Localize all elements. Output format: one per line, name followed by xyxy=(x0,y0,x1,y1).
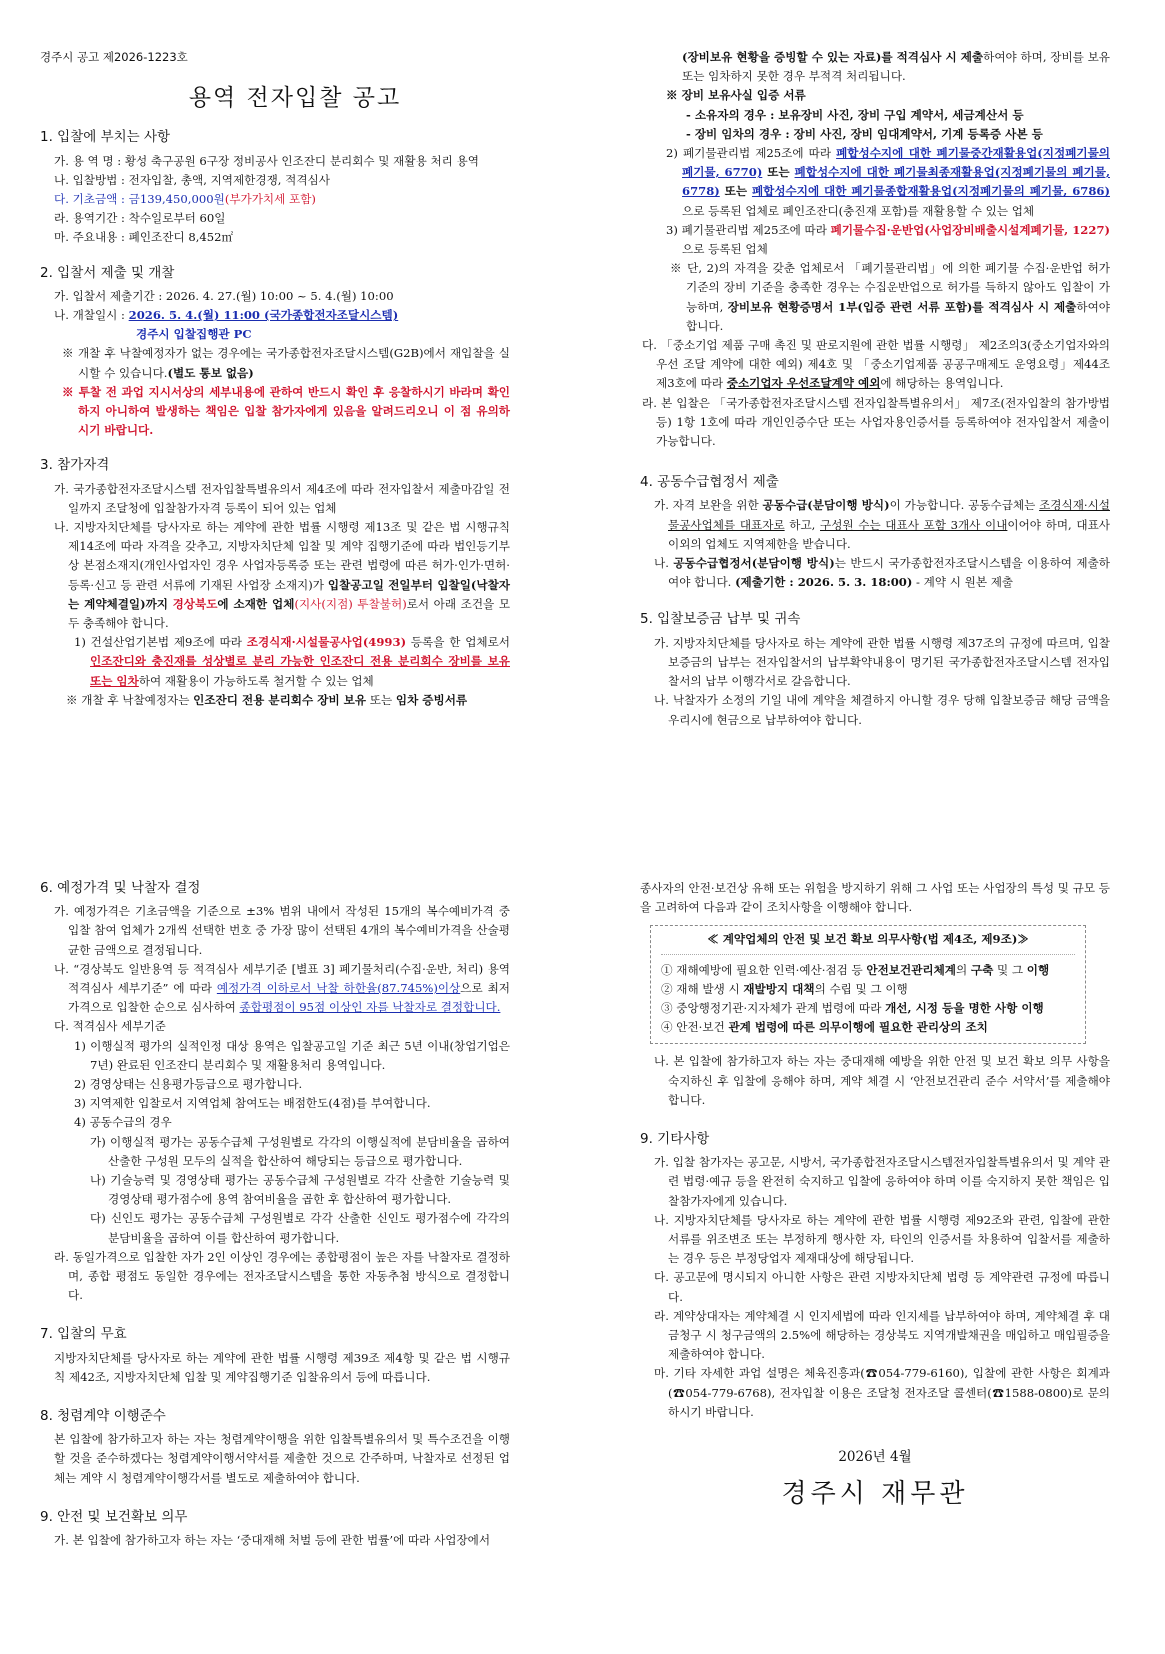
safety-item-3 xyxy=(661,999,1075,1018)
s3-equipment-note-cont xyxy=(682,48,1110,86)
s3-exception-note xyxy=(670,259,1110,336)
s3-na-province: 경상북도 xyxy=(172,596,218,611)
s4-joint-contract xyxy=(654,496,1110,554)
section-5-heading: 5. 입찰보증금 납부 및 귀속 xyxy=(640,611,801,628)
s3-item1-c: 등록을 한 업체로서 xyxy=(406,635,510,650)
s3-item1-a: 1) 건설산업기본법 제9조에 따라 xyxy=(74,635,247,650)
notice-date: 2026년 4월 xyxy=(838,1449,912,1466)
s9b-ma: 마. 기타 자세한 과업 설명은 체육진흥과(☎054-779-6160), 입찰에 관한 사항은 회계과(☎054-779-6768), 전자입찰 이용은 조달청 전자조달 콜센터(☎1588-0800)로 문의하시기 바랍니다. xyxy=(654,1366,1110,1419)
s1-vat-note: (부가가치세 포함) xyxy=(224,192,316,207)
s3-item2-e: 또는 xyxy=(719,184,752,199)
s6-d4a: 가) 이행실적 평가는 공동수급체 구성원별로 각각의 이행실적에 분담비율을 곱하여 산출한 구성원 모두의 실적을 합산하여 해당되는 등급으로 평가합니다. xyxy=(90,1134,510,1168)
safety-item1-b: 안전보건관리체계 xyxy=(866,962,956,977)
s1-main-content: 마. 주요내용 : 폐인조잔디 8,452㎡ xyxy=(54,230,234,245)
s6-award-criteria xyxy=(54,960,510,1018)
s3-na-branch: (지사(지점) 투찰불허) xyxy=(294,596,407,611)
s2-rebid-text: ※ 개찰 후 낙찰예정자가 없는 경우에는 국가종합전자조달시스템(G2B)에서 재입찰을 실시할 수 있습니다. xyxy=(62,346,510,380)
safety-item-4 xyxy=(661,1018,1075,1037)
s3-note-d: 임차 증빙서류 xyxy=(395,692,468,707)
s3-item1-e: 하여 재활용이 가능하도록 철거할 수 있는 업체 xyxy=(138,673,374,688)
s5-deposit-forfeit: 나. 낙찰자가 소정의 기일 내에 계약을 체결하지 아니할 경우 당해 입찰보증금 해당 금액을 우리시에 현금으로 납부하여야 합니다. xyxy=(654,693,1110,727)
s3-note2-a: ※ 단, 2)의 자격을 갖춘 업체로서 「폐기물관리법」에 의한 폐기물 수집·운반업 허가 기준의 장비 기준을 충족한 경우는 수집운반업으로 허가를 득하지 않아도 입찰이 가능하며, xyxy=(670,261,1110,314)
s3-na-tail: 로서 아래 조건을 모두 충족해야 합니다. xyxy=(68,596,511,631)
s3-note-c: 또는 xyxy=(366,692,396,707)
s3-item2-a: 2) 폐기물관리법 제25조에 따라 xyxy=(666,146,837,161)
s3-item1-equipment: 인조잔디와 충진재를 성상별로 분리 가능한 인조잔디 전용 분리회수 장비를 보유 또는 임차 xyxy=(90,654,510,688)
s6-d1: 1) 이행실적 평가의 실적인정 대상 용역은 입찰공고일 기준 최근 5년 이내(창업기업은 7년) 완료된 인조잔디 분리회수 및 재활용처리 용역입니다. xyxy=(74,1038,510,1072)
safety-item2-b: 재발방지 대책 xyxy=(743,981,815,996)
s9a-intro-cont: 종사자의 안전·보건상 유해 또는 위험을 방지하기 위해 그 사업 또는 사업장의 특성 및 규모 등을 고려하여 다음과 같이 조치사항을 이행해야 합니다. xyxy=(640,881,1110,915)
s3-item3-c: 으로 등록된 업체 xyxy=(682,242,768,257)
section-2-heading: 2. 입찰서 제출 및 개찰 xyxy=(40,264,175,281)
s4-ga-e: 하고, xyxy=(784,517,821,532)
page2-right-column xyxy=(640,879,1110,1510)
s9a-pledge: 나. 본 입찰에 참가하고자 하는 자는 중대재해 예방을 위한 안전 및 보건 확보 의무 사항을 숙지하신 후 입찰에 응해야 하며, 계약 체결 시 ‘안전보건관리 준수 서약서’를 제출해야 합니다. xyxy=(654,1054,1110,1107)
s6-d2: 2) 경영상태는 신용평가등급으로 평가합니다. xyxy=(74,1077,303,1092)
s3-item-3 xyxy=(666,221,1110,259)
safety-item1-c: 의 xyxy=(956,962,971,977)
s6-na-c: 으로 최저가격으로 입찰한 순으로 심사하여 xyxy=(68,981,510,1015)
s5-deposit-rule: 가. 지방자치단체를 당사자로 하는 계약에 관한 법률 시행령 제37조의 규정에 따르며, 입찰보증금의 납부는 전자입찰서의 납부확약내용이 명기된 국가종합전자조달시스템 전자입찰서의 납부 이행각서로 갈음합니다. xyxy=(654,635,1110,689)
s3-item2-f: 폐합성수지에 대한 폐기물종합재활용업(지정폐기물의 폐기물, 6786) xyxy=(751,184,1110,199)
safety-item4-b: 관계 법령에 따른 의무이행에 필요한 관리상의 조치 xyxy=(728,1020,988,1035)
s1-base-amount xyxy=(54,190,510,209)
s3-da-c: 에 해당하는 용역입니다. xyxy=(880,376,1004,391)
issuer-signature: 경주시 재무관 xyxy=(781,1479,969,1510)
s6-d4c: 다) 신인도 평가는 공동수급체 구성원별로 각각 산출한 신인도 평가점수에 각각의 분담비율을 곱하여 이를 합산하여 평가합니다. xyxy=(90,1211,510,1245)
s3-item3-b: 폐기물수집·운반업(사업장비배출시설계폐기물, 1227) xyxy=(830,222,1110,237)
page1-right-column xyxy=(640,48,1110,730)
safety-item-2 xyxy=(661,980,1075,999)
page2-left-column xyxy=(40,879,510,1550)
s3-equipment-proof-owner: - 소유자의 경우 : 보유장비 사진, 장비 구입 계약서, 세금계산서 등 xyxy=(686,107,1024,122)
s6-na-d: 종합평점이 95점 이상인 자를 낙찰자로 결정합니다. xyxy=(239,1000,501,1015)
s3-item2-b: 폐합성수지에 대한 폐기물중간재활용업(지정폐기물의 폐기물, 6770) xyxy=(682,146,1110,180)
section-8-heading: 8. 청렴계약 이행준수 xyxy=(40,1408,166,1425)
s3-equipment-proof-lease: - 장비 임차의 경우 : 장비 사진, 장비 임대계약서, 기계 등록증 사본 등 xyxy=(686,126,1043,141)
s2-opening-date xyxy=(54,306,510,325)
s3-note-a: ※ 개찰 후 낙찰예정자는 xyxy=(66,692,194,707)
s3-equipment-note xyxy=(66,691,510,710)
section-1-heading: 1. 입찰에 부치는 사항 xyxy=(40,129,171,146)
s3-item2-d: 폐합성수지에 대한 폐기물최종재활용업(지정폐기물의 폐기물, 6778) xyxy=(682,165,1110,199)
s3-certificate: 라. 본 입찰은 「국가종합전자조달시스템 전자입찰특별유의서」 제7조(전자입찰의 참가방법 등) 1항 1호에 따라 개인인증수단 또는 사업자용인증서를 등록하여야 전자입찰서 제출이 가능합니다. xyxy=(642,395,1110,449)
section-9-safety-heading: 9. 안전 및 보건확보 의무 xyxy=(40,1508,188,1525)
s3-note2-c: 하여야 합니다. xyxy=(686,299,1110,333)
s3-na-located: 에 소재한 업체 xyxy=(217,596,295,611)
page1-left-column xyxy=(40,48,510,710)
notice-number: 경주시 공고 제2026-1223호 xyxy=(40,50,188,64)
s3-regional-requirement xyxy=(54,518,510,633)
safety-obligations-box xyxy=(650,925,1086,1044)
s6-na-b: 예정가격 이하로서 낙찰 하한율(87.745%)이상 xyxy=(216,981,461,996)
s4-deadline: (제출기한 : 2026. 5. 3. 18:00) xyxy=(735,575,913,590)
s3-item3-a: 3) 폐기물관리법 제25조에 따라 xyxy=(666,222,831,237)
section-4-heading: 4. 공동수급협정서 제출 xyxy=(640,474,779,491)
section-6-heading: 6. 예정가격 및 낙찰자 결정 xyxy=(40,880,201,896)
s3-na-period: 입찰공고일 전일부터 입찰일(낙찰자는 계약체결일)까지 xyxy=(68,577,511,611)
s2-submission-period: 가. 입찰서 제출기간 : 2026. 4. 27.(월) 10:00 ~ 5. 4.(월) 10:00 xyxy=(54,288,394,303)
s3-equipment-proof-heading: ※ 장비 보유사실 입증 서류 xyxy=(666,88,806,103)
s6-d3: 3) 지역제한 입찰로서 지역업체 참여도는 배점한도(4점)를 부여합니다. xyxy=(74,1096,431,1111)
s2-rebid-note xyxy=(62,344,510,382)
s2-opening-pc: 경주시 입찰집행관 PC xyxy=(136,327,252,342)
s1-service-period: 라. 용역기간 : 착수일로부터 60일 xyxy=(54,211,226,226)
s9a-intro: 가. 본 입찰에 참가하고자 하는 자는 ‘중대재해 처벌 등에 관한 법률’에 따라 사업장에서 xyxy=(54,1533,491,1548)
s4-ga-f: 구성원 수는 대표사 포함 3개사 이내 xyxy=(820,517,1008,532)
s3-na-text: 나. 지방자치단체를 당사자로 하는 계약에 관한 법률 시행령 제13조 및 같은 법 시행규칙 제14조에 따라 자격을 갖추고, 지방자치단체 입찰 및 계약 집행기준에 따라 법인등기부상 본점소재지(개인사업자인 경우 사업자등록증 또는 관련 법령에 따른 허가·인가·면허·등록·신고 등 관련 서류에 기재된 사업장 소재지)가 xyxy=(54,520,510,592)
safety-box-title: ≪ 계약업체의 안전 및 보건 확보 의무사항(법 제4조, 제9조)≫ xyxy=(707,932,1029,947)
s3-sme-exception xyxy=(642,336,1110,394)
safety-item3-b: 개선, 시정 등을 명한 사항 이행 xyxy=(885,1001,1044,1016)
s2-no-notice: (별도 통보 없음) xyxy=(167,365,254,380)
s4-ga-b: 공동수급(분담이행 방식) xyxy=(762,498,890,513)
s9b-ga: 가. 입찰 참가자는 공고문, 시방서, 국가종합전자조달시스템전자입찰특별유의서 및 계약 관련 법령·예규 등을 완전히 숙지하고 입찰에 응하여야 하며 이를 숙지하지 못한 책임은 입찰참가자에게 있습니다. xyxy=(654,1155,1110,1208)
safety-item2-a: ② 재해 발생 시 xyxy=(661,981,744,996)
s4-na-a: 나. xyxy=(654,556,674,571)
s3-note-b: 인조잔디 전용 분리회수 장비 보유 xyxy=(193,692,367,707)
s3-da-b: 중소기업자 우선조달계약 예외 xyxy=(726,376,881,391)
s9b-na: 나. 지방자치단체를 당사자로 하는 계약에 관한 법률 시행령 제92조와 관련, 입찰에 관한 서류를 위조변조 또는 부정하게 행사한 자, 타인의 인증서를 차용하여 입찰서를 제출하는 경우 등은 부정당업자 제재대상에 해당됩니다. xyxy=(654,1212,1110,1266)
s2-opening-label: 나. 개찰일시 : xyxy=(54,308,129,323)
s3-item2-c: 또는 xyxy=(762,165,795,180)
s9b-da: 다. 공고문에 명시되지 아니한 사항은 관련 지방자치단체 법령 등 계약관련 규정에 따릅니다. xyxy=(654,1270,1110,1304)
s6-estimated-price: 가. 예정가격은 기초금액을 기준으로 ±3% 범위 내에서 작성된 15개의 복수예비가격 중 입찰 참여 업체가 2개씩 선택한 번호 중 가장 많이 선택된 4개의 복수예비가격을 산술평균한 금액으로 결정됩니다. xyxy=(54,904,510,957)
s4-ga-c: 이 가능합니다. 공동수급체는 xyxy=(889,498,1040,513)
s6-na-a: 나. “경상북도 일반용역 등 적격심사 세부기준 [별표 3] 폐기물처리(수집·운반, 처리) 용역 적격심사 세부기준” 에 따라 xyxy=(54,961,510,996)
s4-agreement-submission xyxy=(654,554,1110,592)
s4-ga-d: 조경식재·시설물공사업체를 대표자로 xyxy=(668,498,1110,532)
s6-d4b: 나) 기술능력 및 경영상태 평가는 공동수급체 구성원별로 각각 산출한 기술능력 및 경영상태 평가점수에 용역 참여비율을 곱한 후 합산하여 평가합니다. xyxy=(90,1173,510,1207)
s3-registration-requirement: 가. 국가종합전자조달시스템 전자입찰특별유의서 제4조에 따라 전자입찰서 제출마감일 전일까지 조달청에 입찰참가자격 등록이 되어 있는 업체 xyxy=(54,481,510,515)
safety-item3-a: ③ 중앙행정기관·지자체가 관계 법령에 따라 xyxy=(661,1001,886,1016)
safety-box-divider xyxy=(661,954,1075,955)
s2-caution-note: ※ 투찰 전 과업 지시서상의 세부내용에 관하여 반드시 확인 후 응찰하시기 바라며 확인하지 아니하여 발생하는 책임은 입찰 참가자에게 있음을 알려드리오니 이 점 유의하시기 바랍니다. xyxy=(62,384,510,438)
s3-item2-g: 으로 등록된 업체로 폐인조잔디(충진재 포함)를 재활용할 수 있는 업체 xyxy=(682,203,1035,218)
section-9-misc-heading: 9. 기타사항 xyxy=(640,1131,710,1148)
s9b-ra: 라. 계약상대자는 계약체결 시 인지세법에 따라 인지세를 납부하여야 하며, 계약체결 후 대금청구 시 청구금액의 2.5%에 해당하는 경상북도 지역개발채권을 매입하고 매입필증을 제출하여야 합니다. xyxy=(654,1308,1110,1362)
s4-na-e: - 계약 시 원본 제출 xyxy=(912,575,1014,590)
safety-item1-d: 구축 xyxy=(970,962,994,977)
s8-body: 본 입찰에 참가하고자 하는 자는 청렴계약이행을 위한 입찰특별유의서 및 특수조건을 이행할 것을 준수하겠다는 청렴계약이행서약서를 제출한 것으로 간주하며, 낙찰자로 선정된 업체는 계약 시 청렴계약이행각서를 별도로 제출하여야 합니다. xyxy=(54,1432,510,1485)
safety-item1-e: 및 그 xyxy=(993,962,1027,977)
s1-base-amount-value: 다. 기초금액 : 금139,450,000원 xyxy=(54,192,225,207)
s3-note2-b: 장비보유 현황증명서 1부(입증 관련 서류 포함)를 적격심사 시 제출 xyxy=(727,299,1077,314)
s4-na-c: 는 반드시 국가종합전자조달시스템을 이용하여 제출하여야 합니다. xyxy=(668,556,1110,590)
s1-bid-method: 나. 입찰방법 : 전자입찰, 총액, 지역제한경쟁, 적격심사 xyxy=(54,172,330,187)
s3-cont-b: 하여야 하며, 장비를 보유 또는 임차하지 못한 경우 부적격 처리됩니다. xyxy=(682,50,1110,84)
s3-item-2 xyxy=(666,144,1110,221)
section-3-heading: 3. 참가자격 xyxy=(40,457,110,474)
s3-cont-a: (장비보유 현황을 증빙할 수 있는 자료)를 적격심사 시 제출 xyxy=(682,50,984,64)
s7-body: 지방자치단체를 당사자로 하는 계약에 관한 법률 시행령 제39조 제4항 및 같은 법 시행규칙 제42조, 지방자치단체 입찰 및 계약집행기준 입찰유의서 등에 따릅니다. xyxy=(54,1350,510,1384)
s3-item-1 xyxy=(74,633,510,691)
s3-da-a: 다. 「중소기업 제품 구매 촉진 및 판로지원에 관한 법률 시행령」 제2조의3(중소기업자와의 우선 조달 계약에 대한 예외) 제4호 및 「중소기업제품 공공구매제도 운영요령」제44조 제3호에 따라 xyxy=(642,338,1110,391)
s6-review-criteria: 다. 적격심사 세부기준 xyxy=(54,1019,166,1034)
safety-item2-c: 의 수립 및 그 이행 xyxy=(814,981,908,996)
s6-tie-rule: 라. 동일가격으로 입찰한 자가 2인 이상인 경우에는 종합평점이 높은 자를 낙찰자로 결정하며, 종합 평점도 동일한 경우에는 전자조달시스템을 통한 자동추첨 방식으로 결정합니다. xyxy=(54,1249,510,1303)
notice-title: 용역 전자입찰 공고 xyxy=(188,85,402,112)
s4-na-b: 공동수급협정서(분담이행 방식) xyxy=(673,556,835,571)
safety-item1-f: 이행 xyxy=(1026,962,1050,977)
section-7-heading: 7. 입찰의 무효 xyxy=(40,1326,127,1343)
s3-item1-license: 조경식재·시설물공사업(4993) xyxy=(246,635,407,650)
s2-opening-datetime: 2026. 5. 4.(월) 11:00 (국가종합전자조달시스템) xyxy=(128,308,399,323)
s6-d4: 4) 공동수급의 경우 xyxy=(74,1115,172,1130)
safety-item4-a: ④ 안전·보건 xyxy=(661,1020,729,1035)
safety-item1-a: ① 재해예방에 필요한 인력·예산·점검 등 xyxy=(661,962,867,977)
safety-item-1 xyxy=(661,961,1075,980)
s1-service-name: 가. 용 역 명 : 황성 축구공원 6구장 정비공사 인조잔디 분리회수 및 재활용 처리 용역 xyxy=(54,153,479,168)
page-2 xyxy=(0,827,1165,1654)
s4-ga-a: 가. 자격 보완을 위한 xyxy=(654,498,763,513)
s4-ga-g: 이어야 하며, 대표사 이외의 업체도 지역제한을 받습니다. xyxy=(668,517,1110,551)
